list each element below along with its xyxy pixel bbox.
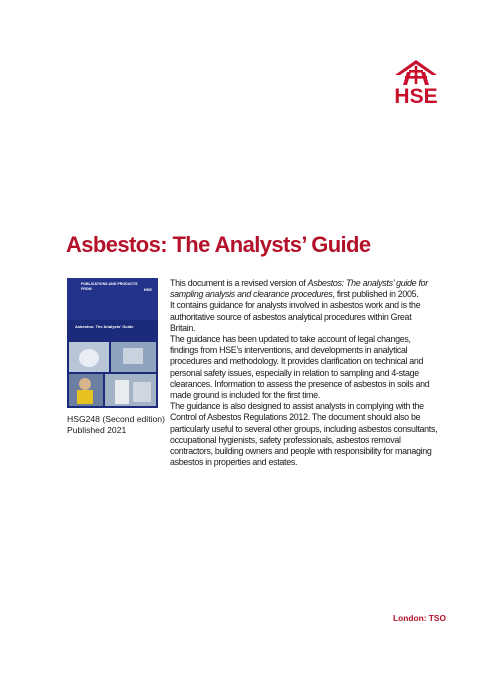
- description-p1-end: , first published in 2005.: [332, 289, 419, 300]
- description-p3: The guidance has been updated to take account of legal changes, findings from HSE’s interventions, and developments in analytical procedures and methodology. It provides clarification on technical and personal safety issues, especially in relation to sampling and 4-stage clearances. Information to assess the presence of asbestos in soils and made ground is included for the first time.: [170, 334, 430, 401]
- cover-photo-collage: [67, 340, 158, 408]
- description-p1-start: This document is a revised version of: [170, 278, 308, 288]
- cover-publisher-line: PUBLICATIONS AND PRODUCTS FROM: [81, 282, 138, 291]
- description-p2: It contains guidance for analysts involved in asbestos work and is the authoritative source of asbestos analytical procedures within Great Britain.: [170, 300, 421, 333]
- cover-publisher-brand: HSE: [143, 287, 152, 292]
- publication-reference: HSG248 (Second edition): [67, 414, 165, 424]
- document-title: Asbestos: The Analysts’ Guide: [66, 232, 371, 257]
- hse-logo-text: HSE: [394, 85, 438, 108]
- publisher-imprint: London: TSO: [393, 613, 447, 623]
- hse-house-icon: [387, 58, 445, 88]
- document-description: [170, 278, 438, 468]
- cover-thumbnail: [67, 278, 158, 408]
- publication-caption: [67, 414, 165, 436]
- description-p4: The guidance is also designed to assist analysts in complying with the Control of Asbestos Regulations 2012. The document should also be particularly useful to several other groups, including asbestos consultants, occupational hygienists, safety professionals, asbestos removal contractors, building owners and people with responsibility for managing asbestos in properties and estates.: [170, 401, 438, 468]
- cover-title: Asbestos: The Analysts’ Guide: [75, 324, 134, 329]
- publication-date: Published 2021: [67, 425, 127, 435]
- description-p1-italic-title: Asbestos: The analysts’ guide for sampling analysis and clearance procedures: [170, 278, 428, 300]
